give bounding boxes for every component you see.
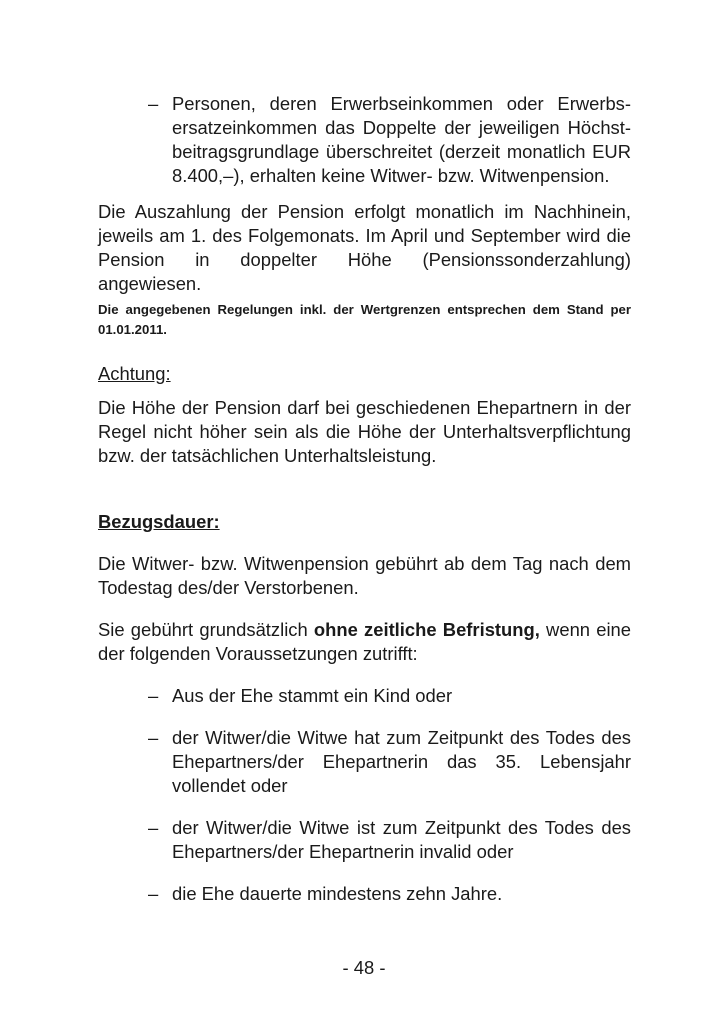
conditions-list xyxy=(98,684,631,906)
list-item-text: Personen, deren Erwerbseinkommen oder Erwerbsersatzeinkommen das Doppelte der jeweiligen Höchstbeitragsgrundlage überschreitet (derzeit monatlich EUR 8.400,–), erhalten keine Witwer- bzw. Witwenpension. xyxy=(172,93,631,186)
list-dash: – xyxy=(148,93,159,114)
list-item xyxy=(98,816,631,864)
intro-list xyxy=(98,92,631,188)
validity-note: Die angegebenen Regelungen inkl. der Wertgrenzen entsprechen dem Stand per 01.01.2011. xyxy=(98,302,631,337)
list-dash: – xyxy=(148,883,159,904)
list-dash: – xyxy=(148,685,159,706)
list-item-text: der Witwer/die Witwe hat zum Zeitpunkt des Todes des Ehepartners/der Ehepartnerin das 35. Lebensjahr vollendet oder xyxy=(172,727,631,796)
document-body xyxy=(98,92,631,906)
list-item xyxy=(98,684,631,708)
list-item-text: der Witwer/die Witwe ist zum Zeitpunkt des Todes des Ehepartners/der Ehepartnerin invalid oder xyxy=(172,817,631,862)
duration-paragraph-1: Die Witwer- bzw. Witwenpension gebührt ab dem Tag nach dem Todestag des/der Verstorbenen. xyxy=(98,553,631,598)
duration-paragraph-2-end: wenn eine der folgenden Voraussetzungen zutrifft: xyxy=(98,619,631,664)
duration-paragraph-2-emphasis: ohne zeitliche Befristung, xyxy=(313,619,540,640)
attention-paragraph: Die Höhe der Pension darf bei geschiedenen Ehepartnern in der Regel nicht höher sein als die Höhe der Unterhaltsverpflichtung bzw. der tatsächlichen Unterhaltsleistung. xyxy=(98,397,631,466)
list-item-text: die Ehe dauerte mindestens zehn Jahre. xyxy=(172,883,503,904)
list-dash: – xyxy=(148,727,159,748)
list-item xyxy=(98,726,631,798)
duration-heading: Bezugsdauer: xyxy=(98,511,220,532)
duration-paragraph-2-start: Sie gebührt grundsätzlich xyxy=(98,619,314,640)
duration-paragraph-2 xyxy=(98,618,631,666)
list-item-text: Aus der Ehe stammt ein Kind oder xyxy=(172,685,453,706)
payment-paragraph: Die Auszahlung der Pension erfolgt monatlich im Nachhinein, jeweils am 1. des Folgemonats. Im April und September wird die Pension in doppelter Höhe (Pensionssonderzahlung) angewiesen. xyxy=(98,201,631,294)
list-item xyxy=(98,92,631,188)
attention-heading: Achtung: xyxy=(98,363,171,384)
list-dash: – xyxy=(148,817,159,838)
list-item xyxy=(98,882,631,906)
page-number: - 48 - xyxy=(342,957,386,978)
